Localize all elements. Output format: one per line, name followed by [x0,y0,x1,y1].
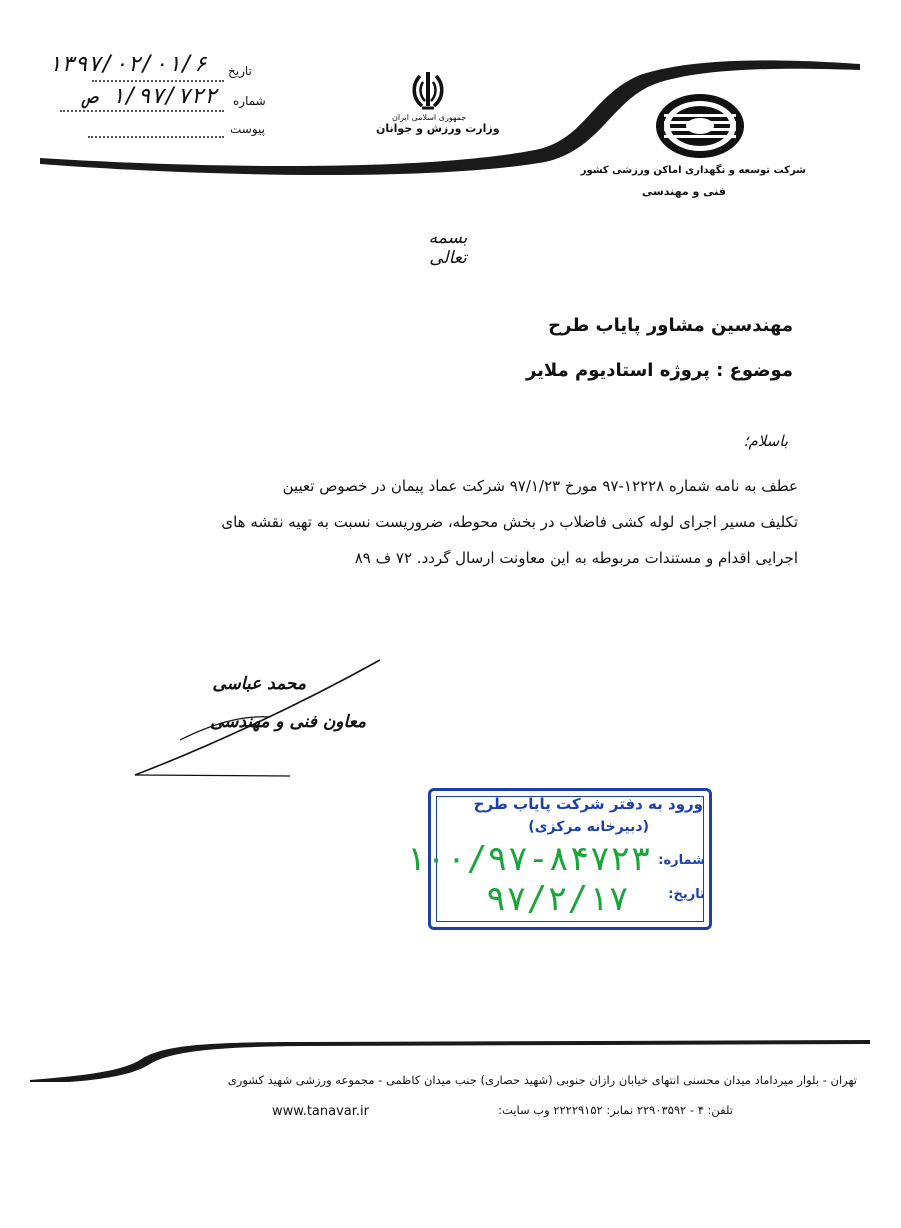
greeting: باسلام؛ [743,432,788,450]
footer-contact: تلفن: ۴ - ۲۲۹۰۳۵۹۲ نمابر: ۲۲۲۲۹۱۵۲ وب سایت: [498,1103,733,1117]
footer-address: تهران - بلوار میرداماد میدان محسنی انتهای خیابان رازان جنوبی (شهید حصاری) جنب میدان کاظمی - مجموعه ورزشی شهید کشوری [227,1073,857,1087]
signatory-title: معاون فنی و مهندسی [210,712,366,732]
iran-emblem-icon [408,68,448,112]
stamp-number-label: شماره: [658,853,705,868]
bismillah: بسمه تعالی [428,228,468,268]
signatory-name: محمد عباسی [212,674,306,694]
number-value: ۱/۹۷/۷۲۲ ص [84,84,217,109]
ministry-country: جمهوری اسلامی ایران [392,113,467,122]
company-department: فنی و مهندسی [641,185,726,198]
stamp-date-value: ۹۷/۲/۱۷ [485,879,629,919]
body-line: اجرایی اقدام و مستندات مربوطه به این معاونت ارسال گردد. ۷۲ ف ۸۹ [354,549,798,567]
stamp-date-label: تاریخ: [668,887,705,902]
date-label: تاریخ [228,64,252,78]
receipt-stamp [405,788,712,930]
footer-website-link[interactable]: www.tanavar.ir [272,1104,370,1119]
attachment-dotted-line [88,136,224,138]
number-label: شماره [233,94,266,108]
stamp-title: ورود به دفتر شرکت پایاب طرح [473,795,703,813]
subject: موضوع : پروژه استادیوم ملایر [525,360,793,381]
company-name: شرکت توسعه و نگهداری اماکن ورزشی کشور [580,165,806,176]
company-logo-icon [654,92,746,160]
number-dotted-line [60,110,224,112]
date-value: ۱۳۹۷/۰۲/۰۱/۶ [48,52,207,77]
body-line: تکلیف مسیر اجرای لوله کشی فاضلاب در بخش محوطه، ضروریست نسبت به تهیه نقشه های [221,513,798,531]
body-line: عطف به نامه شماره ۱۲۲۲۸-۹۷ مورخ ۹۷/۱/۲۳ شرکت عماد پیمان در خصوص تعیین [282,477,798,495]
ministry-name: وزارت ورزش و جوانان [376,122,500,135]
attachment-label: پیوست [230,122,265,136]
recipient: مهندسین مشاور پایاب طرح [548,315,793,336]
date-dotted-line [92,80,224,82]
stamp-number-value: ۱۰۰/۹۷-۸۴۷۲۳ [405,839,651,879]
stamp-subtitle: (دبیرخانه مرکزی) [528,819,649,835]
